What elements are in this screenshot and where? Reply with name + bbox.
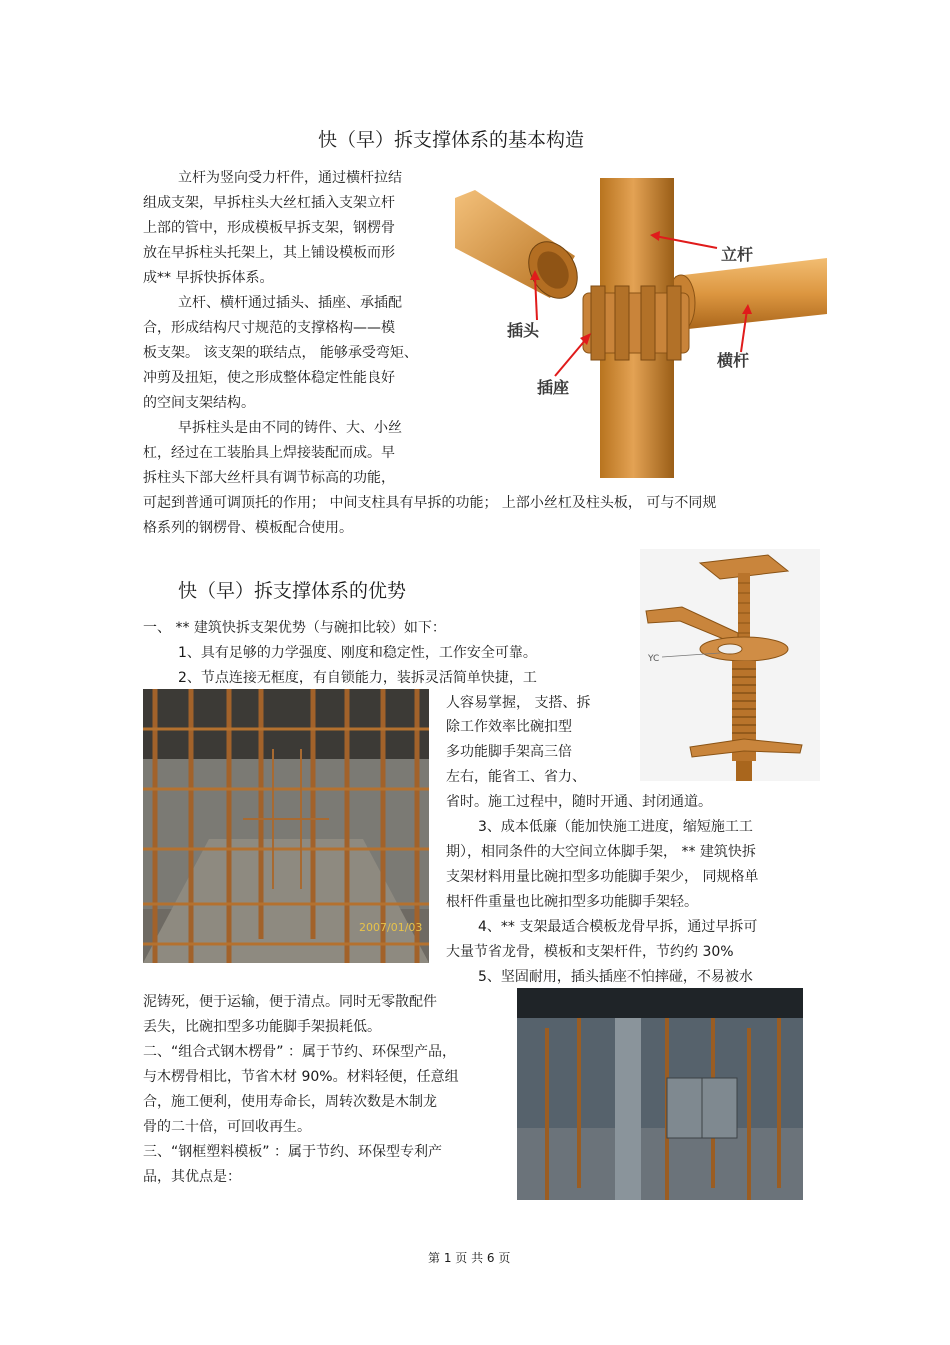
text-line: 支架材料用量比碗扣型多功能脚手架少， 同规格单 xyxy=(446,869,759,885)
text-line: 板支架。 该支架的联结点， 能够承受弯矩、 xyxy=(143,345,418,361)
text-line: 骨的二十倍，可回收再生。 xyxy=(143,1119,311,1135)
text-line: 杠，经过在工装胎具上焊接装配而成。早 xyxy=(143,445,395,461)
section2-title: 快（早）拆支撑体系的优势 xyxy=(178,580,407,602)
text-line: 格系列的钢楞骨、模板配合使用。 xyxy=(143,520,353,536)
diagram-label-upright: 立杆 xyxy=(721,245,754,264)
text-line: 人容易掌握， 支搭、拆 xyxy=(446,695,591,711)
text-line: 拆柱头下部大丝杆具有调节标高的功能， xyxy=(143,470,395,486)
page-number: 第 1 页 共 6 页 xyxy=(428,1251,511,1265)
text-line: 左右，能省工、省力、 xyxy=(446,769,586,785)
diagram-label-plug: 插头 xyxy=(507,321,540,340)
prop-label: YC xyxy=(648,654,660,664)
text-line: 泥铸死，便于运输，便于清点。同时无零散配件 xyxy=(143,994,437,1010)
text-line: 大量节省龙骨，模板和支架杆件，节约约 30% xyxy=(446,944,734,960)
text-line: 2、节点连接无框度，有自锁能力，装拆灵活简单快捷，工 xyxy=(178,670,537,686)
text-line: 可起到普通可调顶托的作用； 中间支柱具有早拆的功能； 上部小丝杠及柱头板， 可与不同规 xyxy=(143,495,717,511)
text-line: 的空间支架结构。 xyxy=(143,395,255,411)
text-line: 3、成本低廉（能加快施工进度，缩短施工工 xyxy=(478,819,753,835)
text-line: 合，形成结构尺寸规范的支撑格构——模 xyxy=(143,320,395,336)
text-line: 一、 ** 建筑快拆支架优势（与碗扣比较）如下： xyxy=(143,620,446,636)
scaffold-photo xyxy=(143,689,429,963)
text-line: 期），相同条件的大空间立体脚手架， ** 建筑快拆 xyxy=(446,844,756,860)
text-line: 立杆、横杆通过插头、插座、承插配 xyxy=(178,295,402,311)
props-photo xyxy=(517,988,803,1200)
text-line: 5、坚固耐用，插头插座不怕摔碰，不易被水 xyxy=(478,969,753,985)
text-line: 成** 早拆快拆体系。 xyxy=(143,270,274,286)
text-line: 冲剪及扭矩，使之形成整体稳定性能良好 xyxy=(143,370,395,386)
text-line: 多功能脚手架高三倍 xyxy=(446,744,572,760)
text-line: 1、具有足够的力学强度、刚度和稳定性，工作安全可靠。 xyxy=(178,645,537,661)
text-line: 立杆为竖向受力杆件，通过横杆拉结 xyxy=(178,170,402,186)
text-line: 除工作效率比碗扣型 xyxy=(446,719,572,735)
text-line: 合，施工便利，使用寿命长，周转次数是木制龙 xyxy=(143,1094,437,1110)
text-line: 省时。施工过程中，随时开通、封闭通道。 xyxy=(446,794,712,810)
section1-title: 快（早）拆支撑体系的基本构造 xyxy=(318,129,585,151)
text-line: 上部的管中，形成模板早拆支架，钢楞骨 xyxy=(143,220,395,236)
text-line: 4、** 支架最适合模板龙骨早拆，通过早拆可 xyxy=(478,919,758,935)
text-line: 组成支架，早拆柱头大丝杠插入支架立杆 xyxy=(143,195,395,211)
text-line: 早拆柱头是由不同的铸件、大、小丝 xyxy=(178,420,402,436)
text-line: 丢失，比碗扣型多功能脚手架损耗低。 xyxy=(143,1019,381,1035)
text-line: 根杆件重量也比碗扣型多功能脚手架轻。 xyxy=(446,894,698,910)
joint-diagram-image xyxy=(455,178,827,478)
text-line: 放在早拆柱头托架上，其上铺设模板而形 xyxy=(143,245,395,261)
prop-head-image xyxy=(640,549,820,781)
diagram-label-socket: 插座 xyxy=(537,378,570,397)
diagram-label-crossbar: 横杆 xyxy=(717,351,750,370)
text-line: 三、“钢框塑料模板” ：属于节约、环保型专利产 xyxy=(143,1144,442,1160)
text-line: 二、“组合式钢木楞骨” ：属于节约、环保型产品， xyxy=(143,1044,456,1060)
text-line: 品，其优点是： xyxy=(143,1169,241,1185)
text-line: 与木楞骨相比，节省木材 90%。材料轻便，任意组 xyxy=(143,1069,459,1085)
photo-date-stamp: 2007/01/03 xyxy=(359,921,423,934)
